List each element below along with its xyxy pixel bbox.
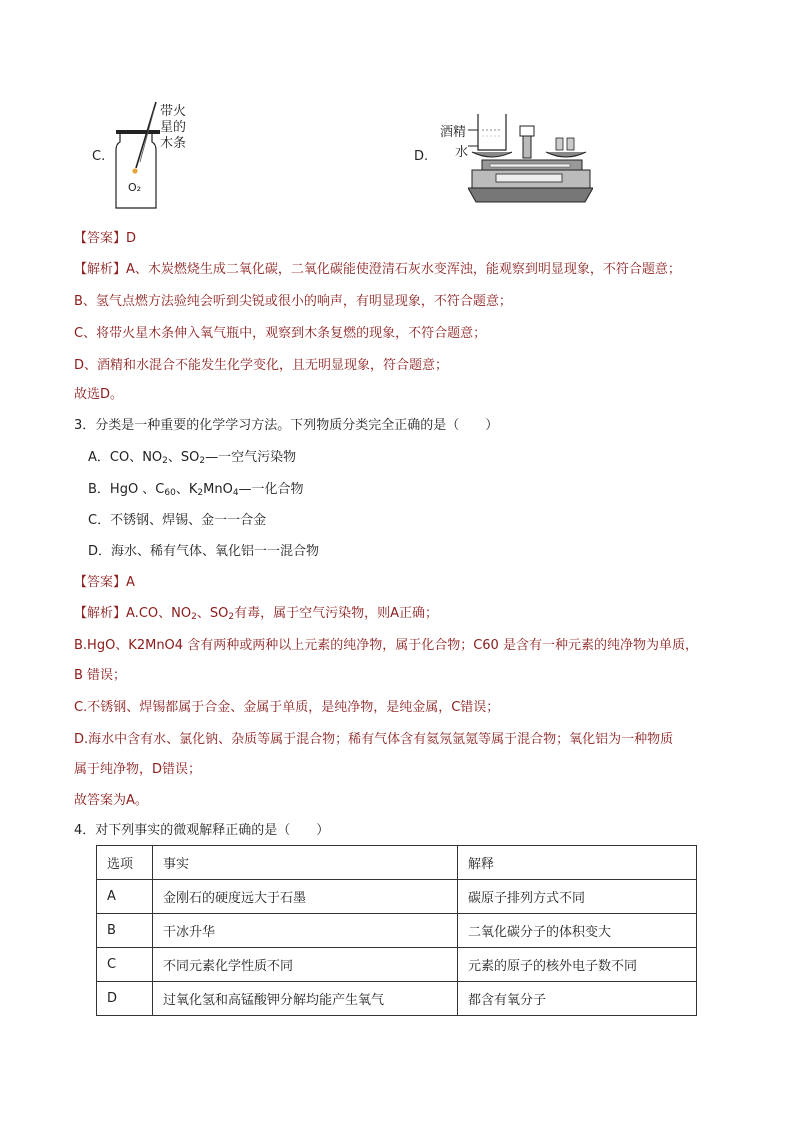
cell-option: B <box>97 914 153 948</box>
q3-answer-value: A <box>126 575 135 590</box>
cell-option: C <box>97 948 153 982</box>
q3-analysis-text-1: A.CO、NO <box>126 606 192 621</box>
header-fact: 事实 <box>153 846 458 880</box>
cell-option: D <box>97 982 153 1016</box>
q3-analysis-line-7: 故答案为A。 <box>74 793 148 808</box>
table-row <box>97 982 697 1016</box>
q3-answer-tag: 【答案】 <box>74 575 127 590</box>
header-explanation: 解释 <box>458 846 697 880</box>
cell-explanation: 碳原子排列方式不同 <box>458 880 697 914</box>
q3-analysis-line-5: D.海水中含有水、氯化钠、杂质等属于混合物；稀有气体含有氦氖氩氪等属于混合物；氧化铝为一种物质 <box>74 732 674 747</box>
q2-answer-tag: 【答案】 <box>74 231 127 246</box>
q3-analysis-line-1 <box>74 602 438 622</box>
q3-analysis-line-3: B 错误； <box>74 668 127 683</box>
q2-analysis-line-1 <box>74 258 681 277</box>
q3-option-b-text-1: B．HgO 、C <box>88 482 165 497</box>
q3-option-a-sub-1: 2 <box>162 456 168 466</box>
q3-option-b-text-3: MnO <box>203 482 233 497</box>
q3-analysis-text-3: 有毒，属于空气污染物，则A正确； <box>234 606 438 621</box>
q2-analysis-text-1: A、木炭燃烧生成二氧化碳，二氧化碳能使澄清石灰水变浑浊，能观察到明显现象，不符合题意； <box>126 262 681 277</box>
q3-option-a <box>88 446 296 466</box>
q3-analysis-line-6: 属于纯净物，D错误； <box>74 762 202 777</box>
header-option: 选项 <box>97 846 153 880</box>
q3-analysis-text-2: 、SO <box>196 606 229 621</box>
table-row <box>97 880 697 914</box>
table-header-row <box>97 846 697 880</box>
table-row <box>97 948 697 982</box>
q3-option-b-text-2: 、K <box>175 482 198 497</box>
q3-option-a-text-3: —一空气污染物 <box>205 450 297 465</box>
splint-label-line-1: 带火 <box>160 104 187 119</box>
q2-analysis-line-4: D、酒精和水混合不能发生化学变化，且无明显现象，符合题意； <box>74 358 449 373</box>
q3-stem: 3．分类是一种重要的化学学习方法。下列物质分类完全正确的是（ ） <box>74 418 499 433</box>
splint-label <box>160 104 186 152</box>
q2-answer <box>74 227 136 246</box>
q3-analysis-line-4: C.不锈钢、焊锡都属于合金、金属于单质，是纯净物，是纯金属，C错误； <box>74 700 500 715</box>
balance-figure <box>468 108 593 204</box>
q3-option-c: C．不锈钢、焊锡、金一一合金 <box>88 513 267 528</box>
cell-explanation: 元素的原子的核外电子数不同 <box>458 948 697 982</box>
cell-fact: 干冰升华 <box>153 914 458 948</box>
cell-fact: 不同元素化学性质不同 <box>153 948 458 982</box>
table-row <box>97 914 697 948</box>
q3-option-b <box>88 478 304 498</box>
cell-explanation: 二氧化碳分子的体积变大 <box>458 914 697 948</box>
q4-stem: 4．对下列事实的微观解释正确的是（ ） <box>74 823 330 838</box>
q2-answer-value: D <box>126 231 137 246</box>
q3-option-b-text-4: —一化合物 <box>238 482 304 497</box>
cell-explanation: 都含有氧分子 <box>458 982 697 1016</box>
q3-analysis-sub-1: 2 <box>191 612 197 622</box>
cell-fact: 过氧化氢和高锰酸钾分解均能产生氧气 <box>153 982 458 1016</box>
q2-analysis-line-3: C、将带火星木条伸入氧气瓶中，观察到木条复燃的现象，不符合题意； <box>74 326 487 341</box>
option-d-label: D. <box>414 149 429 164</box>
q2-analysis-line-5: 故选D。 <box>74 387 124 402</box>
q2-analysis-line-2: B、氢气点燃方法验纯会听到尖锐或很小的响声，有明显现象，不符合题意； <box>74 294 512 309</box>
q3-option-a-text-1: A．CO、NO <box>88 450 163 465</box>
q3-answer <box>74 571 135 590</box>
q3-option-b-sub-3: 4 <box>232 488 239 498</box>
gas-o2-label: O₂ <box>128 181 142 194</box>
water-label: 水 <box>455 145 469 160</box>
cell-fact: 金刚石的硬度远大于石墨 <box>153 880 458 914</box>
q4-table <box>96 845 697 1016</box>
splint-label-line-2: 星的 <box>160 120 187 135</box>
q3-option-d: D．海水、稀有气体、氧化铝一一混合物 <box>88 544 320 559</box>
alcohol-label: 酒精 <box>440 125 467 140</box>
q3-analysis-sub-2: 2 <box>228 612 235 622</box>
splint-label-line-3: 木条 <box>160 136 187 151</box>
q3-analysis-line-2: B.HgO、K2MnO4 含有两种或两种以上元素的纯净物，属于化合物；C60 是含有一种元素的纯净物为单质， <box>74 638 698 653</box>
q3-option-a-sub-2: 2 <box>199 456 206 466</box>
q2-analysis-tag: 【解析】 <box>74 262 127 277</box>
option-c-label: C. <box>92 149 106 164</box>
q3-option-a-text-2: 、SO <box>167 450 200 465</box>
q3-option-b-sub-1: 60 <box>164 488 176 498</box>
oxygen-bottle-figure <box>108 100 203 214</box>
cell-option: A <box>97 880 153 914</box>
q3-analysis-tag: 【解析】 <box>74 606 127 621</box>
q3-option-b-sub-2: 2 <box>197 488 204 498</box>
